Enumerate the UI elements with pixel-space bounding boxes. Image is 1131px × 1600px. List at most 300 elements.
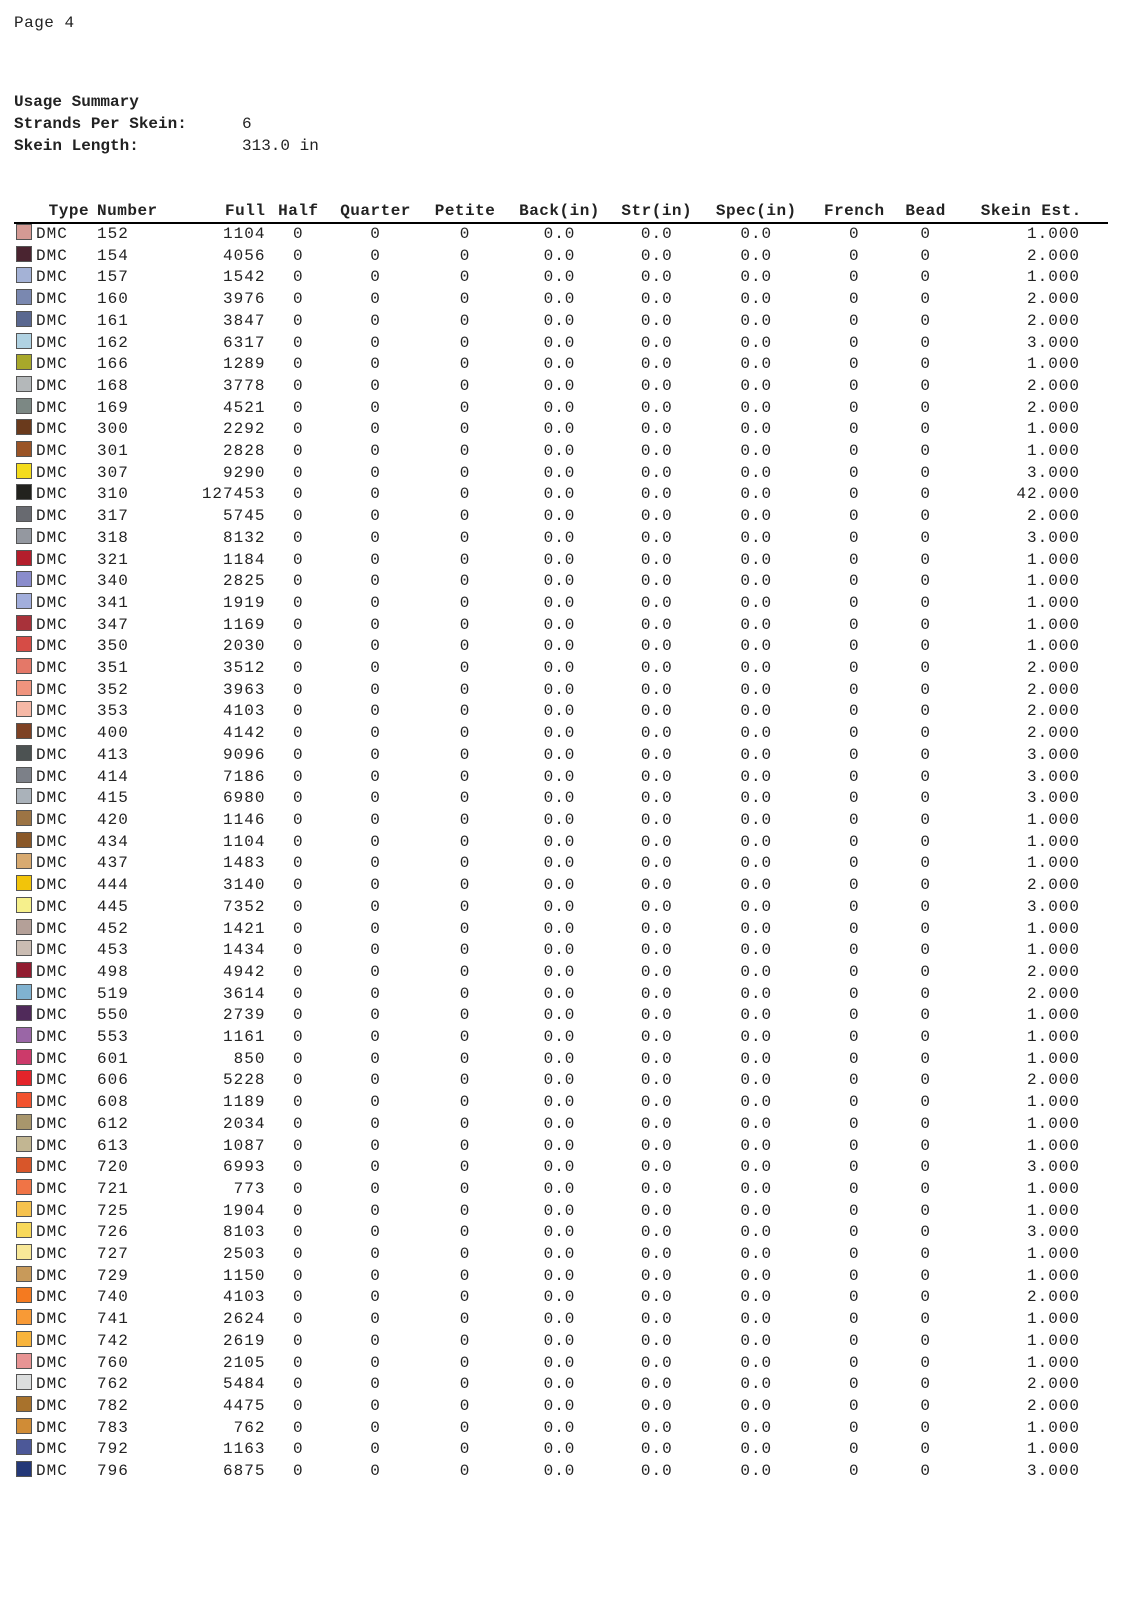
cell-number: 340 xyxy=(97,572,129,591)
type-text: DMC xyxy=(36,1245,68,1264)
cell-french: 0 xyxy=(848,1396,860,1415)
cell-petite: 0 xyxy=(459,1266,471,1285)
cell-number: 352 xyxy=(97,680,129,699)
cell-number: 317 xyxy=(97,507,129,526)
cell-str: 0.0 xyxy=(640,1223,673,1242)
cell-spec: 0.0 xyxy=(740,1375,773,1394)
color-swatch xyxy=(16,1005,32,1021)
cell-bead: 0 xyxy=(920,1136,931,1155)
cell-str: 0.0 xyxy=(640,724,673,743)
cell-bead: 0 xyxy=(920,1071,931,1090)
cell-spec: 0.0 xyxy=(740,1028,773,1047)
table-row xyxy=(14,853,1108,875)
cell-half: 0 xyxy=(293,810,304,829)
cell-quarter: 0 xyxy=(370,485,381,504)
cell-spec: 0.0 xyxy=(740,550,773,569)
cell-bead: 0 xyxy=(920,1006,931,1025)
cell-petite: 0 xyxy=(459,1353,471,1372)
cell-skein-est: 1.000 xyxy=(1026,1136,1080,1155)
cell-quarter: 0 xyxy=(370,311,381,330)
type-text: DMC xyxy=(36,680,68,699)
cell-number: 445 xyxy=(97,897,129,916)
cell-half: 0 xyxy=(293,984,304,1003)
usage-table xyxy=(14,200,1108,1483)
cell-bead: 0 xyxy=(920,311,931,330)
cell-full: 2624 xyxy=(223,1310,266,1329)
cell-petite: 0 xyxy=(459,637,471,656)
table-row xyxy=(14,1179,1108,1201)
cell-skein-est: 2.000 xyxy=(1026,246,1080,265)
cell-bead: 0 xyxy=(920,1028,931,1047)
cell-half: 0 xyxy=(293,1310,304,1329)
color-swatch xyxy=(16,224,32,240)
cell-number: 612 xyxy=(97,1114,129,1133)
color-swatch xyxy=(16,984,32,1000)
cell-type xyxy=(14,246,91,268)
cell-full: 1289 xyxy=(223,355,266,374)
cell-back: 0.0 xyxy=(543,1375,576,1394)
cell-back: 0.0 xyxy=(543,528,576,547)
type-text: DMC xyxy=(36,1136,68,1155)
cell-type xyxy=(14,1439,91,1461)
color-swatch xyxy=(16,1439,32,1455)
cell-str: 0.0 xyxy=(640,1006,673,1025)
cell-str: 0.0 xyxy=(640,767,673,786)
cell-french: 0 xyxy=(848,1028,860,1047)
cell-back: 0.0 xyxy=(543,615,576,634)
cell-str: 0.0 xyxy=(640,463,673,482)
cell-half: 0 xyxy=(293,1114,304,1133)
cell-french: 0 xyxy=(848,724,860,743)
cell-quarter: 0 xyxy=(370,810,381,829)
cell-back: 0.0 xyxy=(543,376,576,395)
cell-spec: 0.0 xyxy=(740,376,773,395)
cell-french: 0 xyxy=(848,1245,860,1264)
cell-back: 0.0 xyxy=(543,1006,576,1025)
cell-spec: 0.0 xyxy=(740,1288,773,1307)
cell-str: 0.0 xyxy=(640,246,673,265)
cell-spec: 0.0 xyxy=(740,1331,773,1350)
color-swatch xyxy=(16,528,32,544)
type-text: DMC xyxy=(36,962,68,981)
cell-skein-est: 3.000 xyxy=(1026,463,1080,482)
cell-number: 729 xyxy=(97,1266,129,1285)
cell-skein-est: 1.000 xyxy=(1026,1245,1080,1264)
cell-french: 0 xyxy=(848,1093,860,1112)
color-swatch xyxy=(16,767,32,783)
cell-full: 3140 xyxy=(223,876,266,895)
cell-type xyxy=(14,701,91,723)
cell-quarter: 0 xyxy=(370,832,381,851)
cell-type xyxy=(14,484,91,506)
cell-half: 0 xyxy=(293,702,304,721)
cell-back: 0.0 xyxy=(543,507,576,526)
table-row xyxy=(14,1266,1108,1288)
cell-bead: 0 xyxy=(920,398,931,417)
table-row xyxy=(14,701,1108,723)
cell-quarter: 0 xyxy=(370,984,381,1003)
color-swatch xyxy=(16,1222,32,1238)
cell-petite: 0 xyxy=(459,1223,471,1242)
cell-back: 0.0 xyxy=(543,463,576,482)
cell-half: 0 xyxy=(293,398,304,417)
table-row xyxy=(14,311,1108,333)
cell-number: 321 xyxy=(97,550,129,569)
cell-spec: 0.0 xyxy=(740,615,773,634)
cell-quarter: 0 xyxy=(370,593,381,612)
cell-petite: 0 xyxy=(459,615,471,634)
cell-str: 0.0 xyxy=(640,485,673,504)
table-row xyxy=(14,940,1108,962)
table-row xyxy=(14,223,1108,246)
cell-half: 0 xyxy=(293,789,304,808)
cell-petite: 0 xyxy=(459,810,471,829)
cell-back: 0.0 xyxy=(543,745,576,764)
type-text: DMC xyxy=(36,724,68,743)
color-swatch xyxy=(16,289,32,305)
cell-str: 0.0 xyxy=(640,1375,673,1394)
cell-full: 5228 xyxy=(223,1071,266,1090)
cell-petite: 0 xyxy=(459,789,471,808)
cell-type xyxy=(14,1222,91,1244)
cell-type xyxy=(14,441,91,463)
cell-number: 720 xyxy=(97,1158,129,1177)
cell-str: 0.0 xyxy=(640,1201,673,1220)
type-text: DMC xyxy=(36,832,68,851)
cell-skein-est: 1.000 xyxy=(1026,1114,1080,1133)
cell-type xyxy=(14,376,91,398)
cell-french: 0 xyxy=(848,246,860,265)
type-text: DMC xyxy=(36,919,68,938)
cell-quarter: 0 xyxy=(370,680,381,699)
cell-full: 1483 xyxy=(223,854,266,873)
cell-skein-est: 3.000 xyxy=(1026,333,1080,352)
cell-half: 0 xyxy=(293,463,304,482)
cell-quarter: 0 xyxy=(370,420,381,439)
color-swatch xyxy=(16,441,32,457)
cell-back: 0.0 xyxy=(543,1331,576,1350)
cell-number: 351 xyxy=(97,659,129,678)
cell-str: 0.0 xyxy=(640,1136,673,1155)
cell-half: 0 xyxy=(293,832,304,851)
cell-french: 0 xyxy=(848,593,860,612)
cell-back: 0.0 xyxy=(543,832,576,851)
cell-str: 0.0 xyxy=(640,1049,673,1068)
cell-full: 3976 xyxy=(223,290,266,309)
color-swatch xyxy=(16,1353,32,1369)
table-row xyxy=(14,919,1108,941)
cell-back: 0.0 xyxy=(543,1179,576,1198)
cell-str: 0.0 xyxy=(640,745,673,764)
cell-bead: 0 xyxy=(920,463,931,482)
cell-type xyxy=(14,398,91,420)
cell-spec: 0.0 xyxy=(740,637,773,656)
cell-bead: 0 xyxy=(920,1396,931,1415)
cell-french: 0 xyxy=(848,1331,860,1350)
cell-type xyxy=(14,853,91,875)
cell-french: 0 xyxy=(848,420,860,439)
cell-half: 0 xyxy=(293,745,304,764)
type-text: DMC xyxy=(36,333,68,352)
cell-number: 606 xyxy=(97,1071,129,1090)
cell-french: 0 xyxy=(848,789,860,808)
cell-number: 782 xyxy=(97,1396,129,1415)
cell-type xyxy=(14,919,91,941)
cell-petite: 0 xyxy=(459,1288,471,1307)
cell-bead: 0 xyxy=(920,1179,931,1198)
cell-str: 0.0 xyxy=(640,420,673,439)
cell-bead: 0 xyxy=(920,333,931,352)
cell-half: 0 xyxy=(293,897,304,916)
cell-french: 0 xyxy=(848,1136,860,1155)
cell-french: 0 xyxy=(848,1114,860,1133)
cell-type xyxy=(14,832,91,854)
cell-back: 0.0 xyxy=(543,1028,576,1047)
cell-full: 4056 xyxy=(223,246,266,265)
table-row xyxy=(14,615,1108,637)
cell-str: 0.0 xyxy=(640,1266,673,1285)
strands-per-skein-label: Strands Per Skein: xyxy=(14,115,187,133)
cell-full: 1104 xyxy=(223,832,266,851)
color-swatch xyxy=(16,1157,32,1173)
cell-spec: 0.0 xyxy=(740,593,773,612)
cell-back: 0.0 xyxy=(543,1396,576,1415)
cell-str: 0.0 xyxy=(640,1418,673,1437)
cell-back: 0.0 xyxy=(543,702,576,721)
table-row xyxy=(14,571,1108,593)
cell-quarter: 0 xyxy=(370,1158,381,1177)
cell-number: 796 xyxy=(97,1462,129,1481)
cell-number: 300 xyxy=(97,420,129,439)
type-text: DMC xyxy=(36,615,68,634)
cell-french: 0 xyxy=(848,550,860,569)
col-header-skein-est: Skein Est. xyxy=(955,200,1108,223)
cell-str: 0.0 xyxy=(640,876,673,895)
cell-quarter: 0 xyxy=(370,1179,381,1198)
cell-back: 0.0 xyxy=(543,724,576,743)
cell-quarter: 0 xyxy=(370,1440,381,1459)
cell-spec: 0.0 xyxy=(740,311,773,330)
cell-quarter: 0 xyxy=(370,1353,381,1372)
cell-type xyxy=(14,810,91,832)
cell-spec: 0.0 xyxy=(740,225,773,243)
cell-skein-est: 1.000 xyxy=(1026,268,1080,287)
cell-quarter: 0 xyxy=(370,246,381,265)
cell-skein-est: 1.000 xyxy=(1026,1418,1080,1437)
color-swatch xyxy=(16,593,32,609)
cell-half: 0 xyxy=(293,615,304,634)
cell-french: 0 xyxy=(848,1288,860,1307)
cell-half: 0 xyxy=(293,1223,304,1242)
cell-back: 0.0 xyxy=(543,1353,576,1372)
cell-back: 0.0 xyxy=(543,637,576,656)
cell-type xyxy=(14,767,91,789)
cell-number: 169 xyxy=(97,398,129,417)
type-text: DMC xyxy=(36,702,68,721)
cell-skein-est: 42.000 xyxy=(1016,485,1080,504)
cell-quarter: 0 xyxy=(370,1223,381,1242)
cell-petite: 0 xyxy=(459,745,471,764)
skein-length-value: 313.0 in xyxy=(242,137,319,155)
cell-full: 1150 xyxy=(223,1266,266,1285)
cell-petite: 0 xyxy=(459,1028,471,1047)
cell-petite: 0 xyxy=(459,1136,471,1155)
table-row xyxy=(14,528,1108,550)
cell-quarter: 0 xyxy=(370,1028,381,1047)
cell-spec: 0.0 xyxy=(740,897,773,916)
cell-bead: 0 xyxy=(920,810,931,829)
cell-quarter: 0 xyxy=(370,1201,381,1220)
color-swatch xyxy=(16,962,32,978)
cell-french: 0 xyxy=(848,268,860,287)
cell-number: 414 xyxy=(97,767,129,786)
cell-back: 0.0 xyxy=(543,572,576,591)
cell-back: 0.0 xyxy=(543,659,576,678)
type-text: DMC xyxy=(36,225,68,243)
cell-full: 1184 xyxy=(223,550,266,569)
table-row xyxy=(14,788,1108,810)
cell-spec: 0.0 xyxy=(740,1396,773,1415)
cell-number: 437 xyxy=(97,854,129,873)
color-swatch xyxy=(16,636,32,652)
cell-quarter: 0 xyxy=(370,897,381,916)
cell-bead: 0 xyxy=(920,1462,931,1481)
color-swatch xyxy=(16,723,32,739)
cell-spec: 0.0 xyxy=(740,919,773,938)
color-swatch xyxy=(16,571,32,587)
cell-spec: 0.0 xyxy=(740,1223,773,1242)
skein-length-label: Skein Length: xyxy=(14,137,139,155)
table-row xyxy=(14,1439,1108,1461)
color-swatch xyxy=(16,419,32,435)
cell-full: 3963 xyxy=(223,680,266,699)
cell-spec: 0.0 xyxy=(740,1201,773,1220)
cell-quarter: 0 xyxy=(370,528,381,547)
cell-petite: 0 xyxy=(459,1049,471,1068)
cell-number: 318 xyxy=(97,528,129,547)
cell-quarter: 0 xyxy=(370,919,381,938)
cell-petite: 0 xyxy=(459,854,471,873)
cell-french: 0 xyxy=(848,1158,860,1177)
cell-back: 0.0 xyxy=(543,1310,576,1329)
color-swatch xyxy=(16,658,32,674)
header-row xyxy=(14,200,1108,223)
cell-bead: 0 xyxy=(920,1049,931,1068)
color-swatch xyxy=(16,810,32,826)
cell-quarter: 0 xyxy=(370,854,381,873)
cell-french: 0 xyxy=(848,767,860,786)
cell-half: 0 xyxy=(293,659,304,678)
cell-petite: 0 xyxy=(459,398,471,417)
cell-bead: 0 xyxy=(920,615,931,634)
cell-full: 1421 xyxy=(223,919,266,938)
type-text: DMC xyxy=(36,442,68,461)
table-row xyxy=(14,333,1108,355)
cell-back: 0.0 xyxy=(543,311,576,330)
cell-half: 0 xyxy=(293,1028,304,1047)
cell-skein-est: 1.000 xyxy=(1026,1093,1080,1112)
cell-type xyxy=(14,984,91,1006)
cell-skein-est: 3.000 xyxy=(1026,528,1080,547)
cell-spec: 0.0 xyxy=(740,680,773,699)
cell-back: 0.0 xyxy=(543,333,576,352)
cell-petite: 0 xyxy=(459,1331,471,1350)
cell-full: 6875 xyxy=(223,1462,266,1481)
cell-number: 741 xyxy=(97,1310,129,1329)
cell-half: 0 xyxy=(293,680,304,699)
cell-back: 0.0 xyxy=(543,593,576,612)
cell-french: 0 xyxy=(848,810,860,829)
color-swatch xyxy=(16,506,32,522)
cell-skein-est: 2.000 xyxy=(1026,507,1080,526)
cell-spec: 0.0 xyxy=(740,1418,773,1437)
cell-bead: 0 xyxy=(920,572,931,591)
cell-type xyxy=(14,267,91,289)
cell-half: 0 xyxy=(293,724,304,743)
cell-number: 166 xyxy=(97,355,129,374)
cell-str: 0.0 xyxy=(640,659,673,678)
cell-full: 3778 xyxy=(223,376,266,395)
type-text: DMC xyxy=(36,528,68,547)
table-row xyxy=(14,897,1108,919)
cell-spec: 0.0 xyxy=(740,398,773,417)
cell-number: 413 xyxy=(97,745,129,764)
cell-type xyxy=(14,223,91,246)
type-text: DMC xyxy=(36,1310,68,1329)
cell-back: 0.0 xyxy=(543,1245,576,1264)
cell-spec: 0.0 xyxy=(740,355,773,374)
cell-petite: 0 xyxy=(459,1245,471,1264)
cell-half: 0 xyxy=(293,1375,304,1394)
cell-skein-est: 2.000 xyxy=(1026,1396,1080,1415)
type-text: DMC xyxy=(36,593,68,612)
cell-type xyxy=(14,1461,91,1483)
cell-quarter: 0 xyxy=(370,637,381,656)
cell-str: 0.0 xyxy=(640,572,673,591)
cell-back: 0.0 xyxy=(543,876,576,895)
cell-spec: 0.0 xyxy=(740,333,773,352)
color-swatch xyxy=(16,1287,32,1303)
cell-full: 1104 xyxy=(223,225,266,243)
cell-number: 727 xyxy=(97,1245,129,1264)
cell-back: 0.0 xyxy=(543,1201,576,1220)
cell-bead: 0 xyxy=(920,1288,931,1307)
cell-back: 0.0 xyxy=(543,941,576,960)
cell-petite: 0 xyxy=(459,1440,471,1459)
cell-french: 0 xyxy=(848,1006,860,1025)
cell-str: 0.0 xyxy=(640,1071,673,1090)
cell-type xyxy=(14,419,91,441)
cell-str: 0.0 xyxy=(640,897,673,916)
cell-petite: 0 xyxy=(459,225,471,243)
table-row xyxy=(14,1353,1108,1375)
cell-back: 0.0 xyxy=(543,1418,576,1437)
cell-bead: 0 xyxy=(920,1418,931,1437)
cell-type xyxy=(14,1331,91,1353)
cell-half: 0 xyxy=(293,1418,304,1437)
cell-skein-est: 2.000 xyxy=(1026,1288,1080,1307)
cell-full: 5484 xyxy=(223,1375,266,1394)
cell-bead: 0 xyxy=(920,290,931,309)
cell-type xyxy=(14,1179,91,1201)
cell-french: 0 xyxy=(848,1462,860,1481)
cell-back: 0.0 xyxy=(543,767,576,786)
table-row xyxy=(14,1244,1108,1266)
col-header-quarter: Quarter xyxy=(327,200,424,223)
cell-quarter: 0 xyxy=(370,225,381,243)
cell-petite: 0 xyxy=(459,507,471,526)
cell-bead: 0 xyxy=(920,876,931,895)
